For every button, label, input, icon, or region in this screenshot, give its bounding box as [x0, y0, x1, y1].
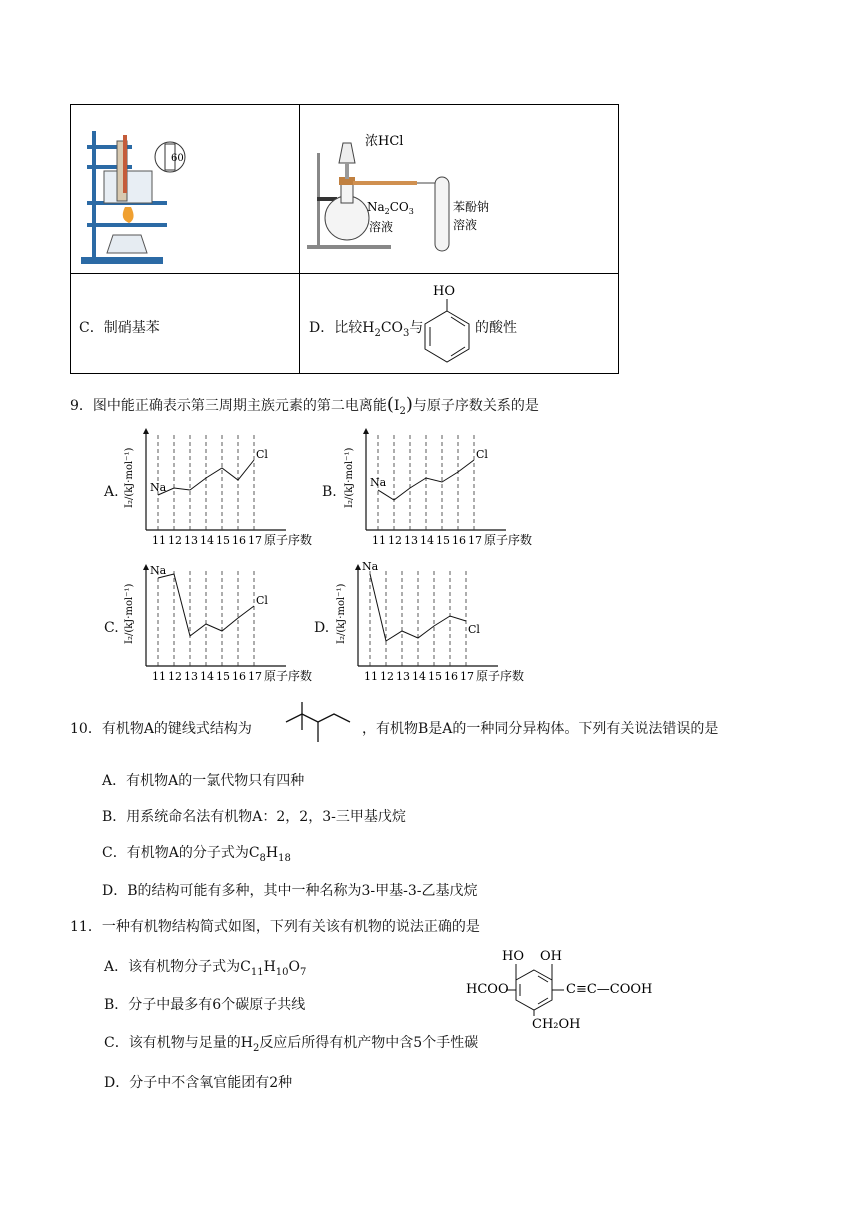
phenol-structure — [421, 281, 481, 367]
cell-d-label: D．比较$H_2CO_3$与 — [309, 320, 424, 339]
tick-label: 14 — [420, 534, 434, 547]
q10-option-b[interactable]: B．用系统命名法有机物A：2，2，3-三甲基戊烷 — [102, 809, 406, 825]
tick-label: 17 — [468, 534, 482, 547]
struct-oh: OH — [540, 949, 562, 964]
na2co3-solution-label: 溶液 — [369, 220, 394, 234]
tick-label: 16 — [452, 534, 466, 547]
na-annotation: Na — [362, 560, 379, 573]
phenol-ho-label: HO — [433, 284, 455, 299]
tick-label: 15 — [436, 534, 450, 547]
tick-label: 11 — [152, 534, 166, 547]
y-axis-arrow — [143, 564, 149, 570]
na-annotation: Na — [150, 481, 167, 494]
cell-d-end: 的酸性 — [475, 320, 517, 336]
tick-label: 11 — [364, 670, 378, 683]
tick-label: 12 — [388, 534, 402, 547]
chart-d — [332, 556, 542, 691]
chart-c — [120, 556, 330, 691]
x-axis-label: 原子序数 — [476, 669, 525, 683]
cell-c-label: C．制硝基苯 — [79, 320, 160, 336]
chart-b — [340, 420, 550, 555]
tick-label: 14 — [412, 670, 426, 683]
x-axis-label: 原子序数 — [484, 533, 533, 547]
q11-structure — [466, 944, 656, 1034]
tick-label: 16 — [444, 670, 458, 683]
x-axis-label: 原子序数 — [264, 533, 313, 547]
y-axis-arrow — [363, 428, 369, 434]
acidity-apparatus-image — [307, 123, 617, 273]
tick-label: 17 — [248, 670, 262, 683]
y-axis-label: I₂/(kJ·mol⁻¹) — [336, 583, 347, 644]
q9-option-d[interactable]: D. — [314, 620, 330, 636]
tick-label: 14 — [200, 534, 214, 547]
x-axis-label: 原子序数 — [264, 669, 313, 683]
q10-stem-a: 10．有机物A的键线式结构为 — [70, 721, 252, 737]
y-axis-label: I₂/(kJ·mol⁻¹) — [344, 447, 355, 508]
tick-label: 13 — [184, 670, 198, 683]
nitrobenzene-apparatus-image — [79, 123, 209, 268]
q9-option-c[interactable]: C. — [104, 620, 119, 636]
tick-label: 14 — [200, 670, 214, 683]
struct-chain: C≡C—COOH — [566, 982, 653, 997]
tick-label: 15 — [216, 534, 230, 547]
q11-stem: 11．一种有机物结构简式如图，下列有关该有机物的说法正确的是 — [70, 919, 480, 935]
phenolate-label: 苯酚钠 — [453, 200, 490, 214]
y-axis-arrow — [143, 428, 149, 434]
struct-hcoo: HCOO — [466, 982, 509, 997]
tick-label: 17 — [248, 534, 262, 547]
q11-option-a[interactable]: A．该有机物分子式为$C_{11}H_{10}O_7$ — [104, 959, 307, 978]
na-annotation: Na — [370, 476, 387, 489]
tick-label: 11 — [372, 534, 386, 547]
q10-option-a[interactable]: A．有机物A的一氯代物只有四种 — [102, 773, 305, 789]
tick-label: 12 — [168, 670, 182, 683]
cl-annotation: Cl — [256, 448, 268, 461]
y-axis-label: I₂/(kJ·mol⁻¹) — [124, 447, 135, 508]
q9-option-b[interactable]: B. — [322, 484, 337, 500]
struct-ch2oh: CH₂OH — [532, 1017, 581, 1032]
tick-label: 15 — [216, 670, 230, 683]
q10-option-d[interactable]: D．B的结构可能有多种，其中一种名称为3-甲基-3-乙基戊烷 — [102, 883, 478, 899]
tick-label: 13 — [396, 670, 410, 683]
tick-label: 17 — [460, 670, 474, 683]
q9-option-a[interactable]: A. — [104, 484, 119, 500]
phenolate-solution-label: 溶液 — [453, 218, 478, 232]
q10-skeletal-structure — [282, 700, 362, 748]
cl-annotation: Cl — [476, 448, 488, 461]
table-divider-horizontal — [71, 273, 618, 274]
tick-label: 13 — [184, 534, 198, 547]
tick-label: 13 — [404, 534, 418, 547]
tick-label: 12 — [380, 670, 394, 683]
hcl-label: 浓HCl — [365, 134, 404, 149]
y-axis-label: I₂/(kJ·mol⁻¹) — [124, 583, 135, 644]
cl-annotation: Cl — [468, 623, 480, 636]
tick-label: 11 — [152, 670, 166, 683]
q11-option-d[interactable]: D．分子中不含氧官能团有2种 — [104, 1075, 293, 1091]
cl-annotation: Cl — [256, 594, 268, 607]
series-line — [158, 574, 254, 636]
na2co3-label: $Na_2CO_3$ — [367, 200, 414, 216]
apparatus-table — [70, 104, 619, 374]
q10-option-c[interactable]: C．有机物A的分子式为$C_8H_{18}$ — [102, 845, 291, 864]
tick-label: 16 — [232, 534, 246, 547]
q11-option-b[interactable]: B．分子中最多有6个碳原子共线 — [104, 997, 306, 1013]
tick-label: 16 — [232, 670, 246, 683]
thermometer-reading: 60 — [171, 153, 184, 164]
q9-stem: 9．图中能正确表示第三周期主族元素的第二电离能$(I_2)$与原子序数关系的是 — [70, 394, 539, 417]
table-divider-vertical — [299, 105, 300, 373]
q11-option-c[interactable]: C．该有机物与足量的$H_2$反应后所得有机产物中含5个手性碳 — [104, 1035, 479, 1054]
chart-a — [120, 420, 330, 555]
y-axis-arrow — [355, 564, 361, 570]
struct-ho: HO — [502, 949, 524, 964]
tick-label: 15 — [428, 670, 442, 683]
q10-stem-b: ，有机物B是A的一种同分异构体。下列有关说法错误的是 — [362, 721, 719, 737]
na-annotation: Na — [150, 564, 167, 577]
tick-label: 12 — [168, 534, 182, 547]
